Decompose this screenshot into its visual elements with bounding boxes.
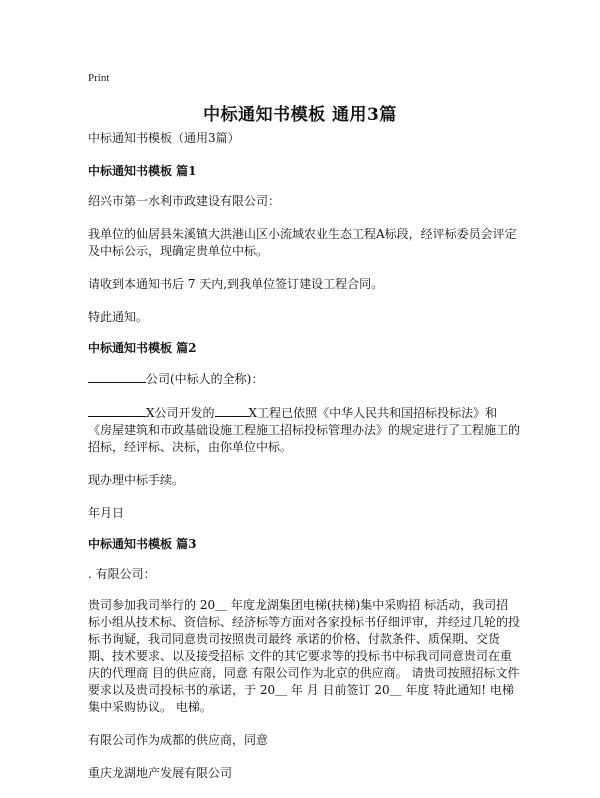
section-heading-1: 中标通知书模板 篇1 bbox=[88, 164, 197, 178]
print-label: Print bbox=[88, 72, 110, 84]
section3-paragraph-1: 贵司参加我司举行的 20＿ 年度龙湖集团电梯(扶梯)集中采购招 标活动，我司招标小组从技术标、资信标、经济标等方面对各家投标书仔细评审，并经过几轮的投标书询疑，我司同意贵司按照贵司最终 承诺的价格、付款条件、质保期、交货期、技术要求、以及接受招标 文件的其它要求等的投标书中标我司同意贵司在重庆的代理商 目的供应商，同意 有限公司作为北京的供应商。 请贵司按照招标文件要求以及贵司投标书的承诺，于 20＿ 年 月 日前签订 20＿ 年度 特此通知! 电梯集中采购协议。 电梯。 bbox=[88, 598, 521, 714]
section3-paragraph-2: 有限公司作为成都的供应商，同意 bbox=[88, 733, 269, 747]
section2-paragraph-1-part-b: X工程已依照《中华人民共和国招标投标法》和《房屋建筑和市政基础设施工程施工招标投标管理办法》的规定进行了工程施工的招标，经评标、决标，由你单位中标。 bbox=[88, 406, 521, 454]
blank-line bbox=[88, 404, 146, 417]
section1-closing: 特此通知。 bbox=[88, 310, 149, 324]
section3-signature: 重庆龙湖地产发展有限公司 bbox=[88, 766, 233, 780]
section1-paragraph-1: 我单位的仙居县朱溪镇大洪港山区小流域农业生态工程A标段，经评标委员会评定及中标公示，现确定贵单位中标。 bbox=[88, 227, 517, 258]
section2-paragraph-1-part-a: X公司开发的 bbox=[146, 406, 215, 420]
section2-addressee bbox=[88, 370, 520, 388]
section2-addressee-text: 公司(中标人的全称)： bbox=[146, 372, 264, 386]
document-subtitle: 中标通知书模板（通用3篇） bbox=[88, 131, 240, 145]
section1-paragraph-2: 请收到本通知书后 7 天内,到我单位签订建设工程合同。 bbox=[88, 277, 384, 291]
section2-paragraph-1 bbox=[88, 404, 520, 456]
section3-addressee: . 有限公司： bbox=[88, 567, 156, 581]
section1-addressee: 绍兴市第一水利市政建设有限公司： bbox=[88, 194, 281, 208]
section-heading-3: 中标通知书模板 篇3 bbox=[88, 537, 197, 551]
section2-paragraph-2: 现办理中标手续。 bbox=[88, 473, 185, 487]
blank-line bbox=[215, 404, 249, 417]
document-title: 中标通知书模板 通用3篇 bbox=[203, 105, 397, 125]
blank-line bbox=[88, 370, 146, 383]
section-heading-2: 中标通知书模板 篇2 bbox=[88, 341, 197, 355]
section2-date: 年月日 bbox=[88, 506, 125, 520]
document-body bbox=[88, 130, 520, 798]
